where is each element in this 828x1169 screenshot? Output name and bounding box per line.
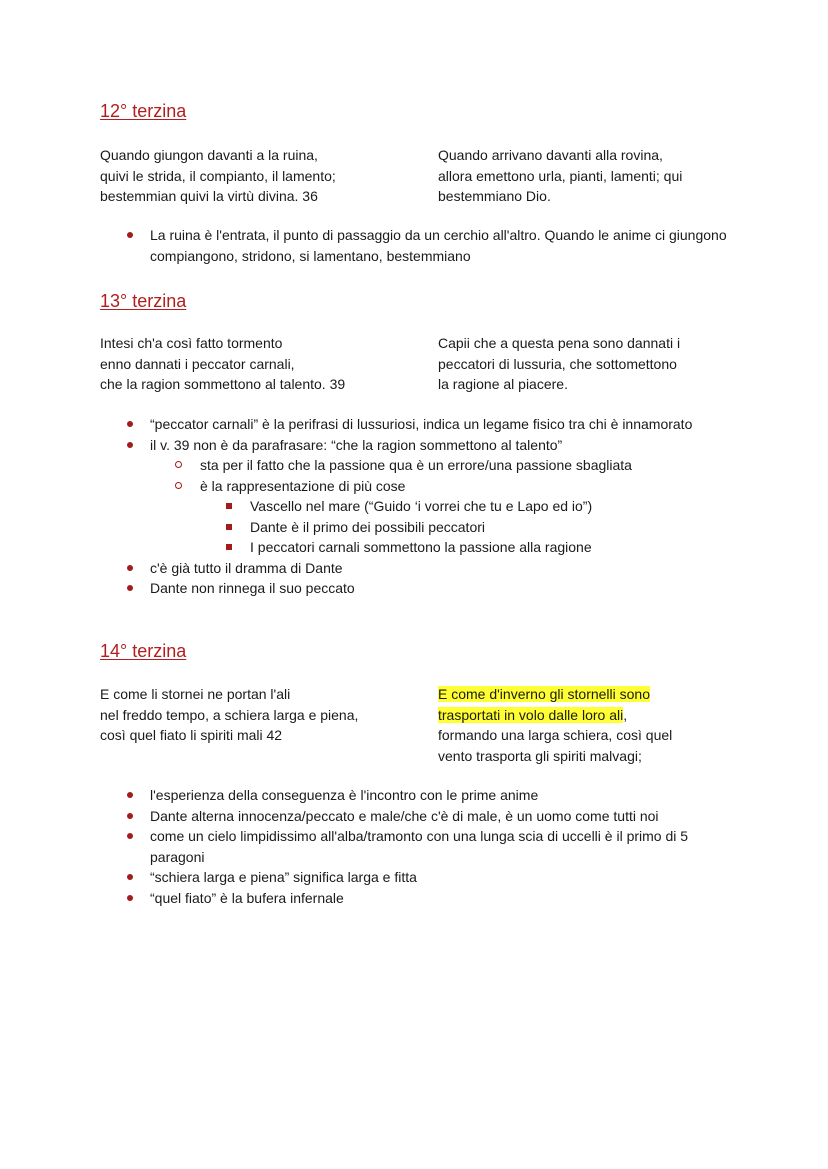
note-text: come un cielo limpidissimo all'alba/tramonto con una lunga scia di uccelli è il primo di 5 paragoni: [150, 828, 689, 865]
bullet-icon: [127, 833, 133, 839]
list-item: [0, 888, 828, 909]
paraphrase-line: Quando arrivano davanti alla rovina,: [438, 147, 663, 163]
verse-line: nel freddo tempo, a schiera larga e piena,: [100, 706, 359, 723]
list-item: [0, 826, 828, 867]
square-bullet-icon: [226, 544, 232, 550]
bullet-icon: [127, 874, 133, 880]
notes-list-14: [0, 785, 828, 908]
list-item: [0, 476, 828, 497]
paraphrase-13: [438, 333, 738, 395]
paraphrase-line: vento trasporta gli spiriti malvagi;: [438, 747, 642, 764]
list-item: [0, 867, 828, 888]
bullet-icon: [127, 421, 133, 427]
list-item: [0, 578, 828, 599]
note-text: I peccatori carnali sommettono la passione alla ragione: [250, 539, 592, 555]
paraphrase-comma: ,: [623, 706, 628, 723]
list-item: [0, 785, 828, 806]
note-text: “schiera larga e piena” significa larga e fitta: [150, 869, 417, 885]
notes-list-13: [0, 414, 828, 599]
note-text: “quel fiato” è la bufera infernale: [150, 889, 344, 906]
bullet-icon: [127, 565, 133, 571]
paraphrase-14: [438, 684, 738, 766]
note-text: il v. 39 non è da parafrasare: “che la ragion sommettono al talento”: [150, 436, 563, 453]
note-text: Vascello nel mare (“Guido ‘i vorrei che tu e Lapo ed io”): [250, 498, 593, 514]
verse-line: Quando giungon davanti a la ruina,: [100, 147, 318, 163]
note-text: è la rappresentazione di più cose: [200, 477, 406, 494]
original-verse-14: [100, 684, 420, 746]
section-heading-14: 14° terzina: [100, 641, 187, 661]
list-item: [0, 435, 828, 456]
verse-line: bestemmian quivi la virtù divina. 36: [100, 188, 318, 204]
paraphrase-line: [438, 684, 738, 705]
list-item: [0, 806, 828, 827]
paraphrase-line: allora emettono urla, pianti, lamenti; qui: [438, 167, 683, 184]
bullet-icon: [127, 442, 133, 448]
note-text: La ruina è l'entrata, il punto di passaggio da un cerchio all'altro. Quando le anime ci giungono compiangono, stridono, si lamentano, bestemmiano: [150, 227, 727, 264]
square-bullet-icon: [226, 503, 232, 509]
verse-line: quivi le strida, il compianto, il lamento;: [100, 167, 336, 184]
list-item: [0, 537, 828, 558]
bullet-icon: [127, 895, 133, 901]
highlighted-text: trasportati in volo dalle loro ali: [438, 706, 624, 723]
list-item: [0, 496, 828, 517]
paraphrase-12: [438, 145, 738, 207]
bullet-icon: [127, 792, 133, 798]
verse-line: così quel fiato li spiriti mali 42: [100, 727, 283, 743]
note-text: sta per il fatto che la passione qua è un errore/una passione sbagliata: [200, 457, 632, 473]
note-text: l'esperienza della conseguenza è l'incontro con le prime anime: [150, 787, 539, 803]
verse-line: Intesi ch'a così fatto tormento: [100, 335, 283, 351]
paraphrase-line: peccatori di lussuria, che sottomettono: [438, 355, 677, 372]
highlighted-text: E come d'inverno gli stornelli sono: [438, 686, 651, 702]
paraphrase-line: bestemmiano Dio.: [438, 188, 551, 204]
note-text: Dante è il primo dei possibili peccatori: [250, 518, 485, 535]
bullet-icon: [127, 232, 133, 238]
note-text: Dante non rinnega il suo peccato: [150, 580, 355, 596]
note-text: “peccator carnali” è la perifrasi di lussuriosi, indica un legame fisico tra chi è innamorato: [150, 416, 693, 432]
verse-line: che la ragion sommettono al talento. 39: [100, 376, 346, 392]
list-item: [0, 558, 828, 579]
list-item: [0, 225, 828, 266]
paraphrase-line: [438, 705, 738, 726]
section-heading-13: 13° terzina: [100, 291, 187, 311]
paraphrase-line: formando una larga schiera, così quel: [438, 727, 673, 743]
note-text: c'è già tutto il dramma di Dante: [150, 559, 343, 576]
verse-line: enno dannati i peccator carnali,: [100, 355, 295, 372]
note-text: Dante alterna innocenza/peccato e male/che c'è di male, è un uomo come tutti noi: [150, 807, 659, 824]
hollow-bullet-icon: [175, 461, 182, 468]
paraphrase-line: Capii che a questa pena sono dannati i: [438, 335, 681, 351]
paraphrase-line: la ragione al piacere.: [438, 376, 568, 392]
list-item: [0, 517, 828, 538]
bullet-icon: [127, 813, 133, 819]
original-verse-13: [100, 333, 420, 395]
hollow-bullet-icon: [175, 482, 182, 489]
list-item: [0, 455, 828, 476]
list-item: [0, 414, 828, 435]
original-verse-12: [100, 145, 420, 207]
verse-line: E come li stornei ne portan l'ali: [100, 686, 291, 702]
bullet-icon: [127, 585, 133, 591]
square-bullet-icon: [226, 524, 232, 530]
section-heading-12: 12° terzina: [100, 101, 187, 121]
notes-list-12: [0, 225, 828, 266]
